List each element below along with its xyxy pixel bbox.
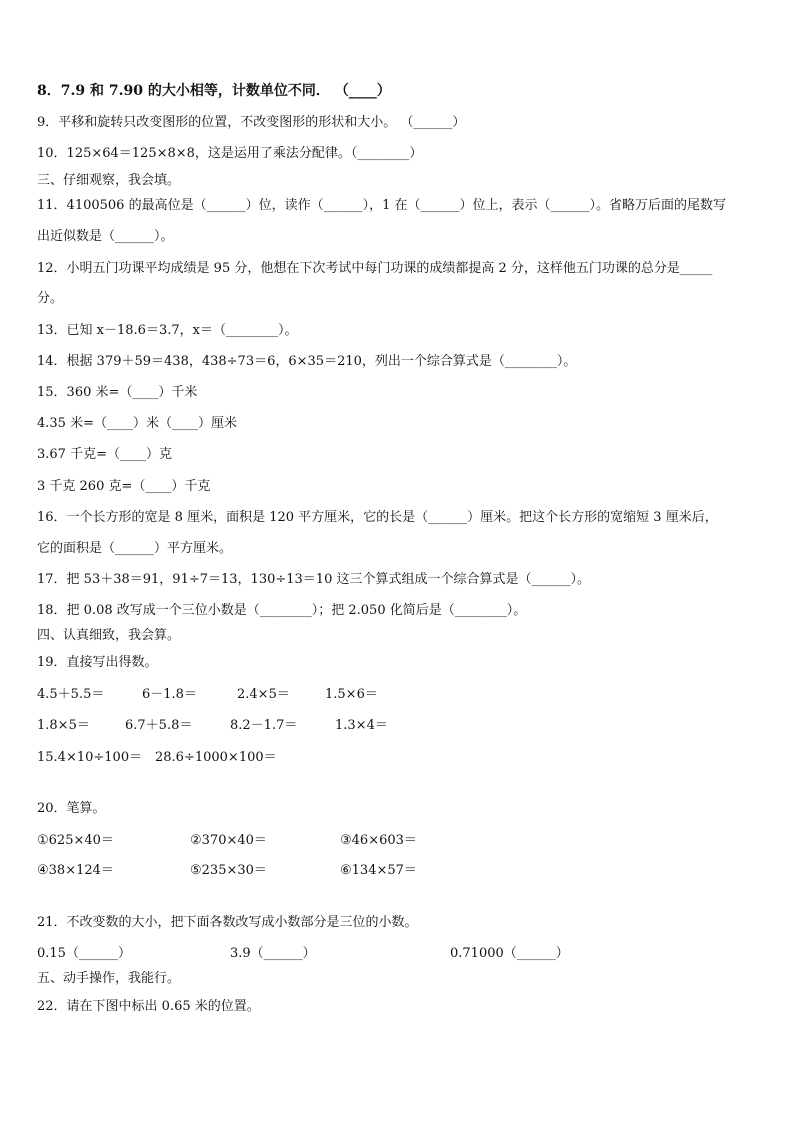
calc-item: 15.4×10÷100＝ [37,750,143,765]
calc-item: 1.5×6＝ [325,687,378,702]
question-9: 9．平移和旋转只改变图形的位置，不改变图形的形状和大小。 （______） [37,115,466,130]
question-15-line-3: 3.67 千克=（____）克 [37,447,172,462]
decimal-item: 0.15（______） [37,946,131,961]
written-item: ④38×124＝ [37,863,114,878]
question-15-line-2: 4.35 米=（____）米（____）厘米 [37,416,237,431]
question-12-line-2: 分。 [37,291,64,306]
question-8: 8．7.9 和 7.90 的大小相等，计数单位不同． （____） [37,83,391,99]
calc-item: 28.6÷1000×100＝ [155,750,277,765]
question-18: 18．把 0.08 改写成一个三位小数是（________）；把 2.050 化简后是（________）。 [37,603,527,618]
question-16-line-1: 16．一个长方形的宽是 8 厘米，面积是 120 平方厘米，它的长是（______）厘米。把这个长方形的宽缩短 3 厘米后， [37,510,718,525]
question-15-line-1: 15．360 米=（____）千米 [37,385,198,400]
written-item: ③46×603＝ [340,833,417,848]
calc-item: 4.5＋5.5＝ [37,687,105,702]
calc-item: 6.7＋5.8＝ [125,718,193,733]
question-10: 10．125×64＝125×8×8，这是运用了乘法分配律。（________） [37,146,423,161]
decimal-item: 0.71000（______） [450,946,569,961]
question-22: 22．请在下图中标出 0.65 米的位置。 [37,999,260,1014]
calc-item: 1.3×4＝ [335,718,388,733]
question-17: 17．把 53＋38＝91，91÷7＝13，130÷13＝10 这三个算式组成一个综合算式是（______）。 [37,572,590,587]
calc-item: 6－1.8＝ [142,687,197,702]
question-20: 20．笔算。 [37,801,106,816]
section-5-heading: 五、动手操作，我能行。 [37,971,181,986]
calc-item: 1.8×5＝ [37,718,90,733]
question-16-line-2: 它的面积是（______）平方厘米。 [37,541,233,556]
written-item: ①625×40＝ [37,833,114,848]
question-11-line-2: 出近似数是（______）。 [37,229,174,244]
decimal-item: 3.9（______） [230,946,316,961]
question-14: 14．根据 379＋59＝438，438÷73＝6，6×35＝210，列出一个综合算式是（________）。 [37,354,577,369]
calc-item: 2.4×5＝ [237,687,290,702]
written-item: ⑥134×57＝ [340,863,417,878]
written-item: ⑤235×30＝ [190,863,267,878]
section-4-heading: 四、认真细致，我会算。 [37,628,181,643]
question-12-line-1: 12．小明五门功课平均成绩是 95 分，他想在下次考试中每门功课的成绩都提高 2 分，这样他五门功课的总分是_____ [37,261,713,276]
section-3-heading: 三、仔细观察，我会填。 [37,173,181,188]
calc-item: 8.2－1.7＝ [230,718,298,733]
question-21: 21．不改变数的大小，把下面各数改写成小数部分是三位的小数。 [37,915,418,930]
written-item: ②370×40＝ [190,833,267,848]
question-15-line-4: 3 千克 260 克=（____）千克 [37,479,211,494]
question-13: 13．已知 x－18.6＝3.7，x＝（________）。 [37,323,298,338]
question-19: 19．直接写出得数。 [37,655,158,670]
question-11-line-1: 11．4100506 的最高位是（______）位，读作（______），1 在（______）位上，表示（______）。省略万后面的尾数写 [37,198,726,213]
